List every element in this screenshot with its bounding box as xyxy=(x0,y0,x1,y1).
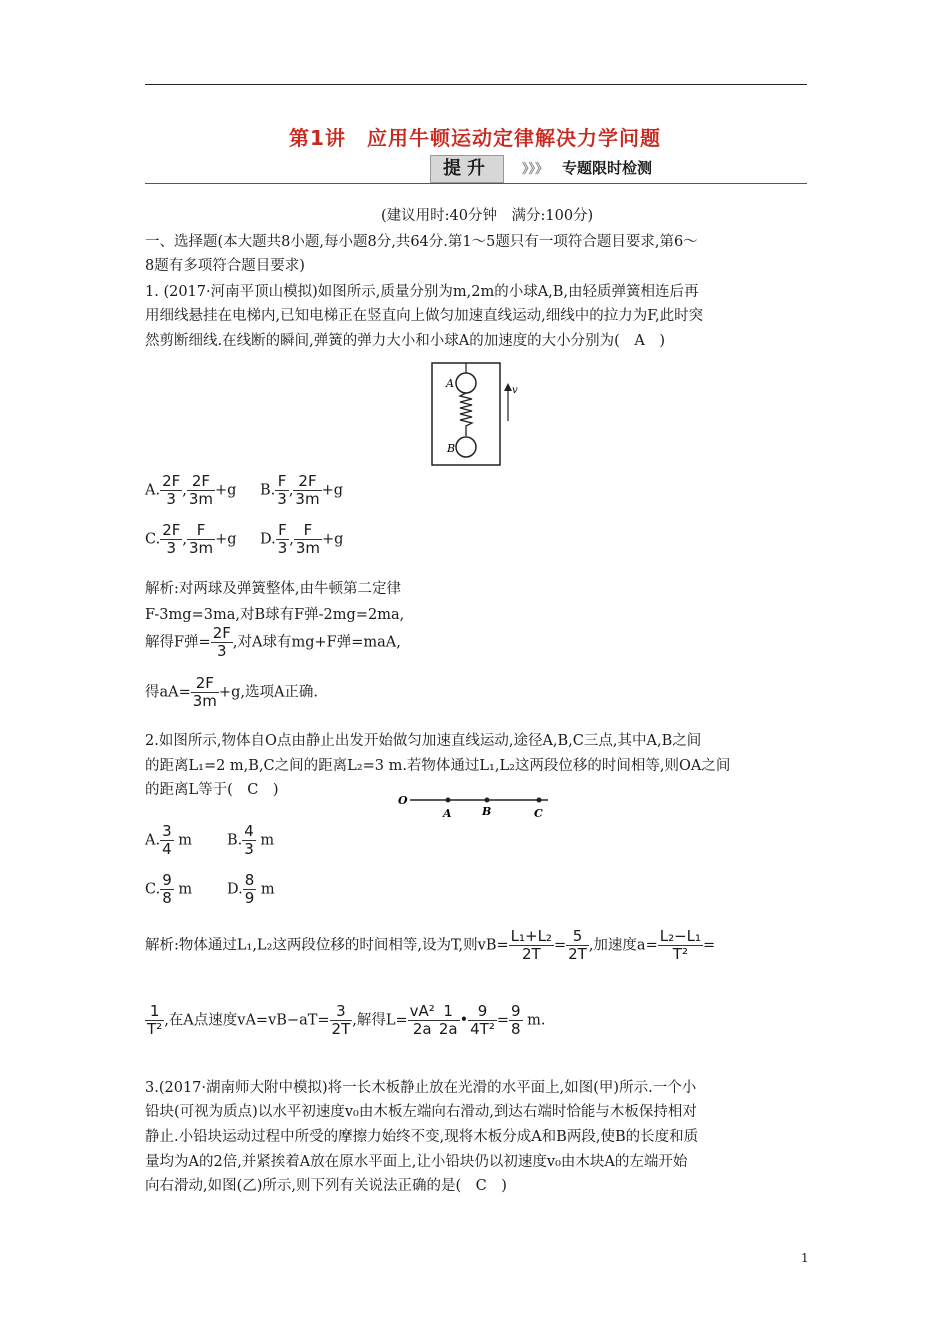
q2-option-b: B. $\frac{4}{3}$ m xyxy=(227,822,275,858)
q2-line2: 的距离L₁=2 m,B,C之间的距离L₂=3 m.若物体通过L₁,L₂这两段位移的时间相等,则OA之间 xyxy=(145,758,731,774)
fig-label-b: B xyxy=(482,805,492,818)
ball-a xyxy=(456,373,476,393)
q2-line-figure xyxy=(396,792,556,820)
q1-solution-line4: 得aA= $\frac{2F}{3m}$ +g,选项A正确. xyxy=(145,674,319,710)
q2-option-a: A. $\frac{3}{4}$ m xyxy=(145,822,192,858)
section-label: 专题限时检测 xyxy=(562,159,653,177)
ball-b xyxy=(456,437,476,457)
q2-solution-line2: $\frac{1}{\text{T²}}$ ,在A点速度vA=vB−aT= $\frac{3}{2T}$ ,解得L= $\frac{\text{vA²}}{2a}$ $\frac{1}{2a}$ • $\frac{9}{\text{4T²}}$ = $\frac{9}{8}$ m. xyxy=(147,1002,546,1038)
arrows-icon: 》》》 xyxy=(522,162,549,177)
fig-label-a: A xyxy=(443,807,452,820)
q2-option-c: C. $\frac{9}{8}$ m xyxy=(145,871,193,907)
q3-line5: 向右滑动,如图(乙)所示,则下列有关说法正确的是( C ) xyxy=(145,1178,507,1194)
q1-solution-line1: 解析:对两球及弹簧整体,由牛顿第二定律 xyxy=(145,581,401,597)
arrow-head-icon xyxy=(504,383,512,391)
q1-option-b: B. $\frac{F}{3}$ , $\frac{2F}{3m}$ +g xyxy=(260,472,344,508)
q2-line1: 2.如图所示,物体自O点由静止出发开始做匀加速直线运动,途径A,B,C三点,其中A,B之间 xyxy=(145,733,702,749)
q1-option-d: D. $\frac{F}{3}$ , $\frac{F}{3m}$ +g xyxy=(260,521,344,557)
section-intro-line2: 8题有多项符合题目要求) xyxy=(145,258,305,274)
q3-line4: 量均为A的2倍,并紧挨着A放在原水平面上,让小铅块仍以初速度v₀由木块A的左端开始 xyxy=(145,1154,688,1170)
level-badge: 提升 xyxy=(430,155,504,183)
fig-label-o: O xyxy=(398,794,408,807)
point-a xyxy=(446,798,451,803)
page-number: 1 xyxy=(801,1251,809,1265)
q2-option-d: D. $\frac{8}{9}$ m xyxy=(227,871,275,907)
header-rule xyxy=(145,84,807,85)
spring-icon xyxy=(460,393,472,436)
fig-label-c: C xyxy=(534,807,543,820)
subheader-rule xyxy=(145,183,807,184)
q3-line3: 静止.小铅块运动过程中所受的摩擦力始终不变,现将木板分成A和B两段,使B的长度和质 xyxy=(145,1129,699,1145)
page-title: 第1讲 应用牛顿运动定律解决力学问题 xyxy=(289,126,661,150)
q1-elevator-figure xyxy=(430,361,522,469)
point-b xyxy=(485,798,490,803)
fig-label-v: v xyxy=(512,385,518,396)
point-c xyxy=(537,798,542,803)
q1-line2: 用细线悬挂在电梯内,已知电梯正在竖直向上做匀加速直线运动,细线中的拉力为F,此时突 xyxy=(145,308,704,324)
q3-line2: 铅块(可视为质点)以水平初速度v₀由木板左端向右滑动,到达右端时恰能与木板保持相对 xyxy=(145,1104,697,1120)
time-note: (建议用时:40分钟 满分:100分) xyxy=(381,208,594,224)
q2-line3: 的距离L等于( C ) xyxy=(145,782,279,798)
q1-solution-line3: 解得F弹= $\frac{2F}{3}$ ,对A球有mg+F弹=maA, xyxy=(145,624,401,660)
q1-solution-line2: F-3mg=3ma,对B球有F弹-2mg=2ma, xyxy=(145,607,405,623)
q1-line1: 1. (2017·河南平顶山模拟)如图所示,质量分别为m,2m的小球A,B,由轻质弹簧相连后再 xyxy=(145,284,699,300)
q1-line3: 然剪断细线.在线断的瞬间,弹簧的弹力大小和小球A的加速度的大小分别为( A ) xyxy=(145,333,665,349)
section-intro-line1: 一、选择题(本大题共8小题,每小题8分,共64分.第1～5题只有一项符合题目要求,第6～ xyxy=(145,234,698,250)
fig-label-b: B xyxy=(447,442,456,455)
q1-option-c: C. $\frac{2F}{3}$ , $\frac{F}{3m}$ +g xyxy=(145,521,237,557)
fig-label-a: A xyxy=(446,377,454,390)
q1-option-a: A. $\frac{2F}{3}$ , $\frac{2F}{3m}$ +g xyxy=(145,472,237,508)
q3-line1: 3.(2017·湖南师大附中模拟)将一长木板静止放在光滑的水平面上,如图(甲)所示.一个小 xyxy=(145,1080,697,1096)
elevator-box xyxy=(432,363,500,465)
q2-solution-line1: 解析:物体通过L₁,L₂这两段位移的时间相等,设为T,则vB= $\frac{\text{L₁+L₂}}{2T}$ = $\frac{5}{2T}$ ,加速度a= $\frac{\text{L₂−L₁}}{\text{T²}}$ = xyxy=(145,927,716,963)
